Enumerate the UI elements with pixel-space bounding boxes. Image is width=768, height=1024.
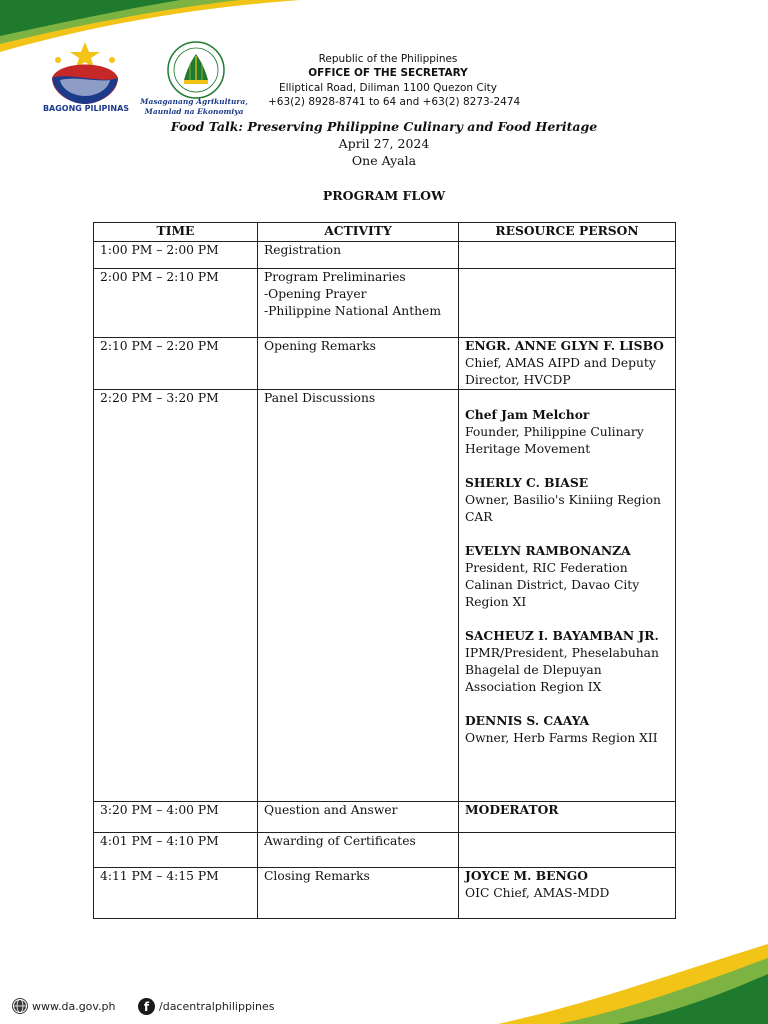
time-cell: 2:20 PM – 3:20 PM xyxy=(94,390,258,802)
footer-swoosh-decoration xyxy=(468,944,768,1024)
resource-person-cell xyxy=(459,269,676,338)
resource-person-name: ENGR. ANNE GLYN F. LISBO xyxy=(465,338,664,353)
footer-facebook-text: /dacentralphilippines xyxy=(159,1000,275,1013)
activity-line: Opening Remarks xyxy=(264,339,376,353)
agency-header xyxy=(268,52,521,110)
resource-person-name: JOYCE M. BENGO xyxy=(465,868,588,883)
resource-person-cell xyxy=(459,338,676,390)
table-row xyxy=(94,269,676,338)
resource-person-cell xyxy=(459,833,676,868)
activity-line: Panel Discussions xyxy=(264,391,376,405)
agency-address: Elliptical Road, Diliman 1100 Quezon City xyxy=(278,81,497,94)
resource-person xyxy=(465,802,669,819)
resource-person xyxy=(465,628,669,696)
activity-cell xyxy=(258,390,459,802)
resource-person-cell xyxy=(459,242,676,269)
header-time: TIME xyxy=(94,223,258,242)
resource-person-name: EVELYN RAMBONANZA xyxy=(465,542,631,558)
header-activity: ACTIVITY xyxy=(258,223,459,242)
activity-line: Registration xyxy=(264,243,341,257)
activity-cell xyxy=(258,338,459,390)
resource-person-cell xyxy=(459,390,676,802)
resource-person-name: SHERLY C. BIASE xyxy=(465,474,589,490)
resource-person-name: DENNIS S. CAAYA xyxy=(465,712,590,728)
agency-phone: +63(2) 8928-8741 to 64 and +63(2) 8273-2474 xyxy=(268,96,521,109)
globe-icon xyxy=(12,998,28,1014)
department-of-agriculture-seal xyxy=(160,40,232,104)
activity-line: -Opening Prayer xyxy=(264,286,367,301)
resource-person-role: Owner, Herb Farms Region XII xyxy=(465,730,658,745)
program-flow-title: PROGRAM FLOW xyxy=(322,188,446,203)
resource-person-role: IPMR/President, Pheselabuhan Bhagelal de Dlepuyan Association Region IX xyxy=(465,645,659,694)
header-resource-person: RESOURCE PERSON xyxy=(459,223,676,242)
resource-person-role: Chief, AMAS AIPD and Deputy Director, HVCDP xyxy=(465,355,656,387)
table-row xyxy=(94,242,676,269)
activity-line: Closing Remarks xyxy=(264,869,370,883)
table-header-row xyxy=(94,223,676,242)
resource-person xyxy=(465,475,669,526)
table-row xyxy=(94,833,676,868)
resource-person xyxy=(465,407,669,458)
program-flow-table xyxy=(93,222,676,919)
time-cell: 2:00 PM – 2:10 PM xyxy=(94,269,258,338)
resource-person-name: MODERATOR xyxy=(465,802,559,817)
activity-cell xyxy=(258,868,459,919)
time-cell: 4:11 PM – 4:15 PM xyxy=(94,868,258,919)
time-cell: 4:01 PM – 4:10 PM xyxy=(94,833,258,868)
footer-website-text: www.da.gov.ph xyxy=(32,999,116,1013)
resource-person-name: SACHEUZ I. BAYAMBAN JR. xyxy=(465,627,659,643)
resource-person-cell xyxy=(459,868,676,919)
agency-country: Republic of the Philippines xyxy=(318,53,458,65)
activity-line: Question and Answer xyxy=(264,803,398,817)
footer-facebook[interactable] xyxy=(138,998,274,1015)
resource-person xyxy=(465,713,669,747)
event-info xyxy=(0,119,768,170)
table-row xyxy=(94,338,676,390)
table-row xyxy=(94,868,676,919)
time-cell: 3:20 PM – 4:00 PM xyxy=(94,802,258,833)
resource-person-role: President, RIC Federation Calinan District, Davao City Region XI xyxy=(465,560,640,609)
table-body xyxy=(94,242,676,919)
resource-person-role: Founder, Philippine Culinary Heritage Movement xyxy=(465,424,644,456)
bagong-pilipinas-label: BAGONG PILIPINAS xyxy=(42,104,130,113)
table-row xyxy=(94,802,676,833)
footer-website[interactable] xyxy=(12,998,116,1014)
event-date: April 27, 2024 xyxy=(338,135,430,151)
activity-cell xyxy=(258,802,459,833)
da-tagline-line1: Masaganang Agrikultura, xyxy=(140,97,248,106)
agency-office: OFFICE OF THE SECRETARY xyxy=(308,67,468,80)
resource-person-name: Chef Jam Melchor xyxy=(465,407,590,422)
activity-cell xyxy=(258,833,459,868)
event-title: Food Talk: Preserving Philippine Culinary and Food Heritage xyxy=(170,119,598,134)
resource-person xyxy=(465,543,669,611)
da-tagline-line2: Maunlad na Ekonomiya xyxy=(144,106,244,116)
activity-line: Awarding of Certificates xyxy=(264,834,416,848)
event-venue: One Ayala xyxy=(351,152,417,168)
resource-person-role: Owner, Basilio's Kiniing Region CAR xyxy=(465,492,661,524)
resource-person xyxy=(465,338,669,389)
activity-cell xyxy=(258,269,459,338)
time-cell: 1:00 PM – 2:00 PM xyxy=(94,242,258,269)
activity-cell xyxy=(258,242,459,269)
facebook-icon: f xyxy=(138,998,155,1015)
resource-person-role: OIC Chief, AMAS-MDD xyxy=(465,885,610,900)
time-cell: 2:10 PM – 2:20 PM xyxy=(94,338,258,390)
resource-person-cell xyxy=(459,802,676,833)
table-row xyxy=(94,390,676,802)
activity-line: -Philippine National Anthem xyxy=(264,303,441,318)
resource-person xyxy=(465,868,669,902)
activity-line: Program Preliminaries xyxy=(264,270,406,284)
da-tagline xyxy=(136,97,252,117)
